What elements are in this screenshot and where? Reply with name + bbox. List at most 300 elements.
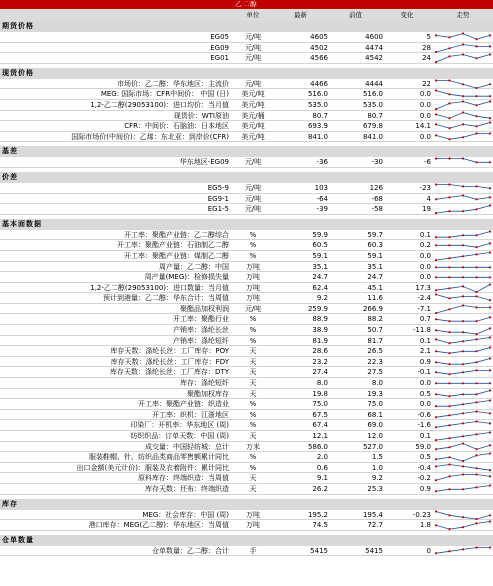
row-prev: 59.1 (367, 251, 383, 260)
sparkline-point (489, 251, 491, 253)
section-header: 仓单数量 (0, 535, 493, 546)
row-prev: 4474 (365, 43, 383, 52)
row-sparkline (433, 473, 493, 483)
row-unit: 万吨 (246, 273, 260, 282)
row-change: 0.5 (419, 453, 431, 462)
row-sparkline (433, 463, 493, 473)
sparkline-point (448, 456, 450, 458)
sparkline-point (462, 340, 464, 342)
row-sparkline (433, 420, 493, 430)
sparkline-point (462, 393, 464, 395)
sparkline-point (462, 111, 464, 113)
sparkline-point (435, 276, 437, 278)
sparkline-point (448, 321, 450, 323)
row-prev: 1.0 (371, 463, 383, 472)
row-change: -11.8 (412, 326, 431, 335)
sparkline-point (489, 243, 491, 245)
row-prev: 126 (369, 183, 383, 192)
sparkline-point (462, 185, 464, 187)
row-sparkline (433, 520, 493, 530)
row-change: -0.4 (417, 463, 431, 472)
sparkline-point (489, 514, 491, 516)
sparkline-point (489, 95, 491, 97)
row-name: 预计到港量：乙二醇：华东合计：当周值 (103, 294, 229, 303)
row-name: MEG：社会库存：中国 (周) (142, 510, 229, 519)
sparkline-point (475, 208, 477, 210)
sparkline-point (435, 448, 437, 450)
sparkline-point (448, 36, 450, 38)
sparkline-chart (433, 510, 493, 521)
sparkline-point (448, 196, 450, 198)
table-row (0, 89, 493, 100)
row-unit: % (249, 251, 257, 260)
sparkline-point (489, 34, 491, 36)
row-unit: % (249, 230, 257, 239)
row-name: 库存：涤纶短纤 (180, 379, 229, 388)
sparkline-point (462, 234, 464, 236)
sparkline-point (448, 210, 450, 212)
sparkline-point (448, 158, 450, 160)
sparkline-point (475, 104, 477, 106)
table-row (0, 314, 493, 325)
table-row (0, 121, 493, 132)
sparkline-point (489, 469, 491, 471)
sparkline-point (489, 283, 491, 285)
row-prev: 679.8 (362, 122, 383, 131)
sparkline-point (435, 79, 437, 81)
sparkline-point (475, 433, 477, 435)
row-unit: % (249, 241, 257, 250)
row-sparkline (433, 452, 493, 462)
sparkline-point (448, 127, 450, 129)
sparkline-point (475, 198, 477, 200)
row-latest: 81.9 (312, 336, 328, 345)
row-unit: % (249, 315, 257, 324)
row-latest: 23.2 (312, 357, 328, 366)
sparkline-point (475, 448, 477, 450)
sparkline-point (462, 548, 464, 550)
table-row (0, 484, 493, 495)
sparkline-point (448, 352, 450, 354)
sheet-title: 乙二醇 (0, 0, 493, 9)
row-unit: 美元/吨 (241, 132, 265, 141)
row-sparkline (433, 251, 493, 261)
table-body (0, 21, 493, 556)
table-row (0, 399, 493, 410)
row-name: 1,2-乙二醇(29053100)：进口均价：当月值 (90, 100, 229, 109)
row-latest: -64 (316, 194, 328, 203)
row-change: 0.9 (419, 357, 431, 366)
sparkline-point (462, 516, 464, 518)
row-unit: 元/吨 (244, 33, 262, 41)
row-change: 14.1 (415, 122, 431, 131)
sparkline-point (489, 45, 491, 47)
row-latest: 103 (314, 183, 328, 192)
sparkline-point (489, 187, 491, 189)
row-prev: 25.3 (367, 484, 383, 493)
row-prev: 81.7 (367, 336, 383, 345)
sparkline-point (462, 194, 464, 196)
sparkline-point (475, 382, 477, 384)
sparkline-point (435, 183, 437, 185)
row-sparkline (433, 132, 493, 142)
row-latest: 9.1 (316, 474, 328, 483)
row-latest: 59.1 (312, 251, 328, 260)
sparkline-point (475, 546, 477, 548)
row-latest: 4466 (310, 79, 328, 88)
row-sparkline (433, 157, 493, 167)
row-unit: 元/吨 (244, 304, 262, 313)
table-row (0, 520, 493, 531)
row-sparkline (433, 89, 493, 99)
row-prev: 527.0 (362, 442, 383, 451)
row-latest: 5415 (310, 546, 328, 555)
sparkline-point (489, 484, 491, 486)
sparkline-point (475, 486, 477, 488)
sparkline-chart (433, 399, 493, 410)
sparkline-point (475, 246, 477, 248)
table-row (0, 431, 493, 442)
table-row (0, 442, 493, 453)
sparkline-point (462, 158, 464, 160)
sparkline-point (435, 61, 437, 63)
sparkline-chart (433, 194, 493, 205)
row-name: 周产量：乙二醇：中国 (159, 262, 229, 271)
row-change: -0.1 (417, 368, 431, 377)
sparkline-point (475, 132, 477, 134)
sparkline-chart (433, 546, 493, 557)
row-sparkline (433, 79, 493, 89)
sparkline-point (489, 400, 491, 402)
row-prev: 26.5 (367, 347, 383, 356)
sparkline-point (435, 123, 437, 125)
row-unit: 万米 (246, 442, 260, 451)
row-latest: 693.9 (307, 122, 328, 131)
row-change: 0.0 (419, 379, 431, 388)
row-prev: 35.1 (367, 262, 383, 271)
row-latest: 60.5 (312, 241, 328, 250)
sparkline-point (435, 427, 437, 429)
sparkline-point (435, 393, 437, 395)
row-sparkline (433, 442, 493, 452)
sparkline-chart (433, 431, 493, 442)
row-change: -0.2 (417, 474, 431, 483)
row-prev: 72.7 (367, 521, 383, 530)
row-sparkline (433, 325, 493, 335)
sparkline-point (475, 95, 477, 97)
sparkline-point (475, 370, 477, 372)
row-name: 出口金额(美元计价)：服装及衣着附件：累计同比 (76, 463, 229, 472)
row-prev: -30 (371, 158, 383, 167)
row-name: 产销率：涤纶短纤 (173, 336, 229, 345)
row-prev: 5415 (365, 546, 383, 555)
table-row (0, 53, 493, 64)
row-name: 库存天数：涤纶长丝：工厂库存：POY (110, 347, 229, 356)
row-change: 0.0 (419, 273, 431, 282)
sparkline-point (448, 488, 450, 490)
row-unit: 天 (249, 368, 257, 377)
table-row (0, 357, 493, 368)
row-unit: 元/吨 (244, 205, 262, 214)
row-latest: 4566 (310, 54, 328, 63)
row-prev: 88.2 (367, 315, 383, 324)
section-header: 期货价格 (0, 21, 493, 32)
table-row (0, 100, 493, 111)
row-change: 0.0 (419, 90, 431, 99)
row-sparkline (433, 204, 493, 214)
sparkline-point (448, 414, 450, 416)
sparkline-point (435, 266, 437, 268)
sparkline-point (489, 336, 491, 338)
sparkline-point (489, 327, 491, 329)
sparkline-point (475, 234, 477, 236)
row-name: 开工率：聚酯行业 (173, 315, 229, 324)
row-change: -2.4 (417, 294, 431, 303)
table-row (0, 510, 493, 521)
sparkline-chart (433, 346, 493, 357)
row-prev: 266.9 (362, 304, 383, 313)
row-name: 1,2-乙二醇(29053100)：进口数量：当月值 (90, 283, 229, 292)
sparkline-point (462, 100, 464, 102)
sparkline-point (475, 125, 477, 127)
row-name: CFR：中间价：石脑油：日本地区 (124, 122, 229, 131)
sparkline-point (475, 393, 477, 395)
row-unit: % (249, 410, 257, 419)
row-prev: 80.7 (367, 111, 383, 120)
sparkline-point (448, 463, 450, 465)
row-latest: 586.0 (307, 442, 328, 451)
sparkline-chart (433, 314, 493, 325)
row-name: 服装鞋帽、针、纺织品类商品零售额累计同比 (89, 453, 229, 462)
table-row (0, 420, 493, 431)
section-header: 库存 (0, 499, 493, 510)
sparkline-chart (433, 452, 493, 463)
row-unit: % (249, 421, 257, 430)
sparkline-point (462, 266, 464, 268)
row-prev: 4542 (365, 54, 383, 63)
row-latest: 26.2 (312, 484, 328, 493)
row-prev: 68.1 (367, 410, 383, 419)
row-latest: 4502 (310, 43, 328, 52)
sparkline-chart (433, 100, 493, 111)
sparkline-line (436, 454, 490, 462)
sparkline-point (462, 465, 464, 467)
sparkline-point (489, 347, 491, 349)
row-change: -6 (424, 158, 431, 167)
sparkline-point (448, 528, 450, 530)
sparkline-point (489, 412, 491, 414)
sparkline-chart (433, 367, 493, 378)
table-row (0, 132, 493, 143)
sparkline-point (489, 132, 491, 134)
sparkline-point (475, 361, 477, 363)
row-name: EG05 (210, 33, 229, 41)
row-prev: 75.0 (367, 400, 383, 409)
sparkline-point (435, 90, 437, 92)
sparkline-point (435, 113, 437, 115)
row-name: 聚酯品加权利润 (180, 304, 229, 313)
row-name: 现货价：WTI原油 (173, 111, 229, 120)
sparkline-chart (433, 420, 493, 431)
row-prev: 11.6 (367, 294, 383, 303)
row-prev: 45.1 (367, 283, 383, 292)
header-trend: 走势 (456, 11, 470, 19)
table-row (0, 410, 493, 421)
table-row (0, 325, 493, 336)
sparkline-point (462, 83, 464, 85)
table-row (0, 183, 493, 194)
sparkline-point (435, 236, 437, 238)
row-unit: 万吨 (246, 283, 260, 292)
row-sparkline (433, 53, 493, 63)
sparkline-point (462, 285, 464, 287)
row-unit: 万吨 (246, 262, 260, 271)
sparkline-point (475, 57, 477, 59)
row-name: MEG: 国际市场：CFR中间价： 中国 (日) (100, 90, 229, 99)
row-latest: 0.6 (316, 463, 328, 472)
sparkline-point (489, 230, 491, 232)
row-change: 0.0 (419, 111, 431, 120)
row-name: 港口库存：MEG(乙二醇)：华东地区：当周值 (88, 521, 229, 530)
sparkline-chart (433, 283, 493, 294)
sparkline-point (435, 552, 437, 554)
row-latest: -39 (316, 205, 328, 214)
row-unit: 元/吨 (244, 79, 262, 88)
sparkline-chart (433, 410, 493, 421)
sparkline-point (462, 255, 464, 257)
sparkline-point (475, 350, 477, 352)
sparkline-chart (433, 378, 493, 389)
sparkline-chart (433, 389, 493, 400)
row-change: 0.2 (419, 241, 431, 250)
row-sparkline (433, 262, 493, 272)
sparkline-point (448, 245, 450, 247)
row-prev: 27.5 (367, 368, 383, 377)
row-latest: 27.4 (312, 368, 328, 377)
sparkline-point (435, 158, 437, 160)
row-prev: 69.0 (367, 421, 383, 430)
sparkline-point (489, 205, 491, 207)
row-latest: -36 (316, 158, 328, 167)
sparkline-point (462, 136, 464, 138)
row-prev: 19.3 (367, 389, 383, 398)
header-latest: 最新 (294, 11, 307, 19)
row-unit: 元/吨 (244, 158, 262, 167)
sparkline-point (489, 299, 491, 301)
sparkline-chart (433, 272, 493, 283)
row-unit: 元/吨 (244, 194, 262, 203)
row-unit: 元/吨 (244, 43, 262, 52)
row-change: -7.1 (417, 304, 431, 313)
table-row (0, 346, 493, 357)
sparkline-point (448, 287, 450, 289)
sparkline-point (448, 331, 450, 333)
row-unit: 元/吨 (244, 183, 262, 192)
sparkline-chart (433, 53, 493, 64)
sparkline-point (489, 100, 491, 102)
sparkline-point (475, 402, 477, 404)
sparkline-point (448, 47, 450, 49)
sparkline-point (475, 45, 477, 47)
column-header-row (0, 9, 493, 21)
row-unit: % (249, 400, 257, 409)
sparkline-point (448, 297, 450, 299)
sparkline-chart (433, 262, 493, 273)
table-row (0, 240, 493, 251)
row-name: 开工率：聚酯产业链：乙二醇综合 (124, 230, 229, 239)
sparkline-point (462, 210, 464, 212)
row-name: 原料库存：终端织造：当周值 (138, 474, 229, 483)
sparkline-point (489, 83, 491, 85)
row-name: 库存天数：坯布：终端织造 (145, 484, 229, 493)
sparkline-chart (433, 484, 493, 495)
sparkline-point (475, 467, 477, 469)
header-prev: 前值 (349, 11, 362, 19)
row-latest: 8.0 (316, 379, 328, 388)
sparkline-point (462, 488, 464, 490)
sparkline-point (435, 382, 437, 384)
sparkline-chart (433, 304, 493, 315)
sparkline-point (489, 196, 491, 198)
row-sparkline (433, 389, 493, 399)
table-row (0, 32, 493, 43)
row-sparkline (433, 399, 493, 409)
sparkline-point (462, 245, 464, 247)
sparkline-point (462, 403, 464, 405)
row-prev: 12.0 (367, 432, 383, 440)
sparkline-point (489, 431, 491, 433)
sparkline-point (475, 266, 477, 268)
sparkline-point (448, 94, 450, 96)
sparkline-point (475, 321, 477, 323)
sparkline-chart (433, 79, 493, 90)
row-unit: 天 (249, 347, 257, 356)
row-name: 开工率：聚酯产业链：煤制乙二醇 (124, 251, 229, 260)
sparkline-point (489, 521, 491, 523)
row-change: 0.1 (419, 230, 431, 239)
sparkline-point (448, 276, 450, 278)
row-name: 产销率：涤纶长丝 (173, 326, 229, 335)
sparkline-point (435, 372, 437, 374)
row-sparkline (433, 357, 493, 367)
sparkline-point (435, 198, 437, 200)
table-row (0, 452, 493, 463)
sparkline-point (448, 363, 450, 365)
table-row (0, 367, 493, 378)
row-unit: % (249, 453, 257, 462)
sparkline-point (462, 363, 464, 365)
table-row (0, 43, 493, 54)
row-prev: 841.0 (362, 132, 383, 141)
sparkline-line (436, 55, 490, 63)
row-latest: 62.4 (312, 283, 328, 292)
row-change: -0.6 (417, 410, 431, 419)
row-unit: 天 (249, 389, 257, 398)
row-latest: 75.0 (312, 400, 328, 409)
row-prev: 8.0 (371, 379, 383, 388)
row-prev: 4600 (365, 33, 383, 41)
row-latest: 195.2 (307, 510, 328, 519)
row-unit: 美元/吨 (241, 100, 265, 109)
row-change: 28 (422, 43, 431, 52)
table-row (0, 157, 493, 168)
sparkline-chart (433, 520, 493, 531)
table-row (0, 262, 493, 273)
row-sparkline (433, 314, 493, 324)
sparkline-chart (433, 442, 493, 453)
sparkline-point (489, 382, 491, 384)
sparkline-point (489, 423, 491, 425)
